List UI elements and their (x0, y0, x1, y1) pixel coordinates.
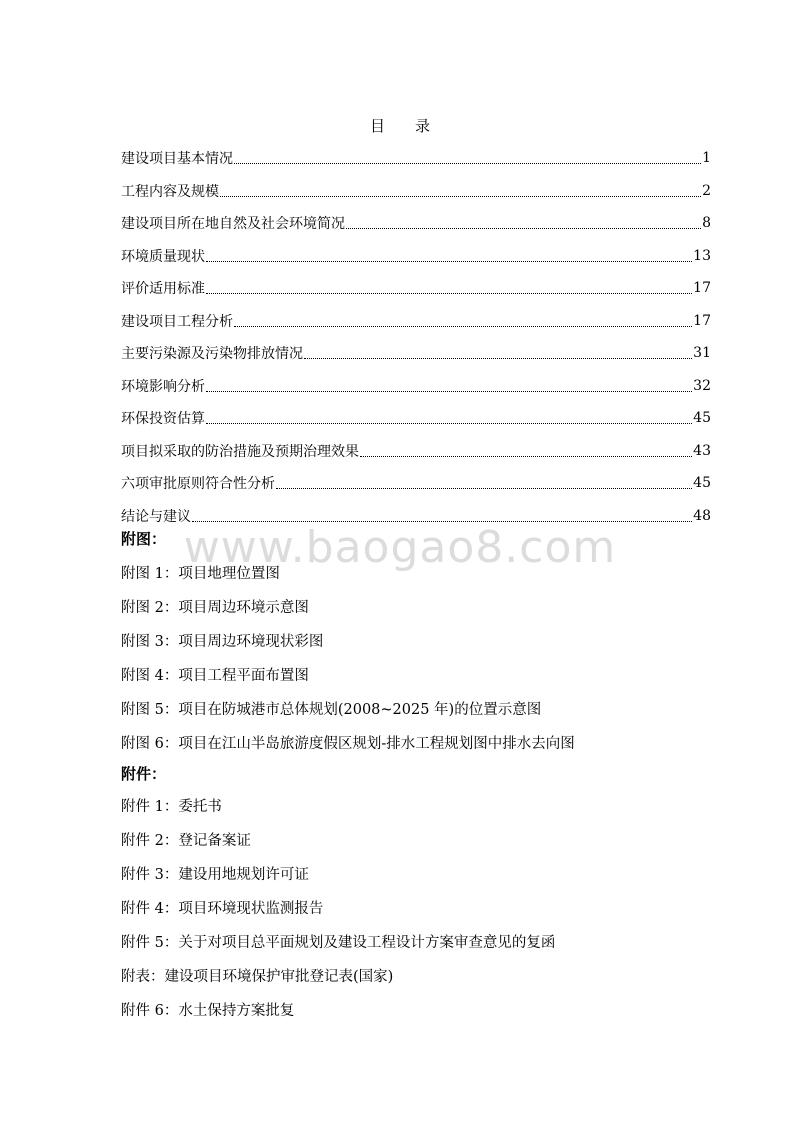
figure-item: 附图 2：项目周边环境示意图 (121, 600, 309, 616)
toc-entry-page: 45 (693, 475, 711, 492)
attachment-item: 附件 4：项目环境现状监测报告 (121, 901, 324, 917)
toc-leader-dots (304, 347, 692, 359)
toc-leader-dots (192, 510, 692, 522)
toc-entry-label: 项目拟采取的防治措施及预期治理效果 (121, 441, 359, 461)
toc-leader-dots (206, 250, 692, 262)
toc-entry[interactable] (121, 305, 711, 338)
title-char-left: 目 (369, 117, 385, 135)
page-title (0, 115, 800, 136)
toc-entry-page: 43 (693, 442, 711, 459)
figure-item: 附图 3：项目周边环境现状彩图 (121, 634, 324, 650)
toc-leader-dots (346, 217, 701, 229)
toc-entry-label: 评价适用标准 (121, 278, 205, 298)
attachment-item: 附件 3：建设用地规划许可证 (121, 867, 309, 883)
toc-entry-label: 环保投资估算 (121, 408, 205, 428)
attachments-list (121, 790, 555, 1028)
toc-entry-page: 45 (693, 410, 711, 427)
toc-entry[interactable] (121, 435, 711, 468)
figure-item: 附图 6：项目在江山半岛旅游度假区规划-排水工程规划图中排水去向图 (121, 736, 575, 752)
toc-entry-label: 环境质量现状 (121, 246, 205, 266)
attachment-item: 附件 5：关于对项目总平面规划及建设工程设计方案审查意见的复函 (121, 935, 556, 951)
toc-leader-dots (360, 445, 692, 457)
toc-entry[interactable] (121, 175, 711, 208)
table-of-contents (121, 142, 711, 532)
watermark: www.baogao8.com (183, 522, 617, 573)
toc-leader-dots (206, 412, 692, 424)
toc-entry-page: 31 (693, 345, 711, 362)
figures-heading: 附图： (121, 530, 167, 548)
attachment-item: 附件 2：登记备案证 (121, 833, 251, 849)
toc-entry[interactable] (121, 142, 711, 175)
title-char-right: 录 (415, 117, 431, 135)
toc-entry-page: 17 (693, 280, 711, 297)
toc-entry[interactable] (121, 402, 711, 435)
attachment-item: 附表：建设项目环境保护审批登记表(国家) (121, 969, 394, 985)
toc-entry-label: 结论与建议 (121, 506, 191, 526)
figure-item: 附图 5：项目在防城港市总体规划(2008~2025 年)的位置示意图 (121, 702, 542, 718)
toc-entry-label: 六项审批原则符合性分析 (121, 473, 275, 493)
toc-entry-label: 建设项目基本情况 (121, 148, 233, 168)
attachment-item: 附件 1：委托书 (121, 799, 222, 815)
attachment-item: 附件 6：水土保持方案批复 (121, 1003, 295, 1019)
toc-entry[interactable] (121, 240, 711, 273)
toc-entry-page: 13 (693, 247, 711, 264)
figure-item: 附图 1：项目地理位置图 (121, 566, 280, 582)
attachments-heading: 附件： (121, 765, 167, 783)
toc-entry-label: 工程内容及规模 (121, 181, 219, 201)
toc-entry[interactable] (121, 272, 711, 305)
toc-leader-dots (234, 315, 692, 327)
toc-entry[interactable] (121, 370, 711, 403)
figure-item: 附图 4：项目工程平面布置图 (121, 668, 309, 684)
toc-leader-dots (276, 477, 692, 489)
toc-leader-dots (206, 282, 692, 294)
toc-entry-page: 48 (693, 507, 711, 524)
toc-entry-page: 17 (693, 312, 711, 329)
toc-entry[interactable] (121, 207, 711, 240)
toc-leader-dots (234, 152, 701, 164)
toc-entry-label: 建设项目所在地自然及社会环境简况 (121, 213, 345, 233)
toc-leader-dots (220, 185, 701, 197)
toc-entry-label: 环境影响分析 (121, 376, 205, 396)
toc-entry-label: 建设项目工程分析 (121, 311, 233, 331)
toc-entry-page: 8 (702, 215, 711, 232)
toc-entry[interactable] (121, 337, 711, 370)
figures-list (121, 557, 575, 761)
toc-entry-page: 2 (702, 182, 711, 199)
toc-entry-label: 主要污染源及污染物排放情况 (121, 343, 303, 363)
toc-entry[interactable] (121, 467, 711, 500)
toc-leader-dots (206, 380, 692, 392)
toc-entry-page: 1 (702, 150, 711, 167)
toc-entry-page: 32 (693, 377, 711, 394)
